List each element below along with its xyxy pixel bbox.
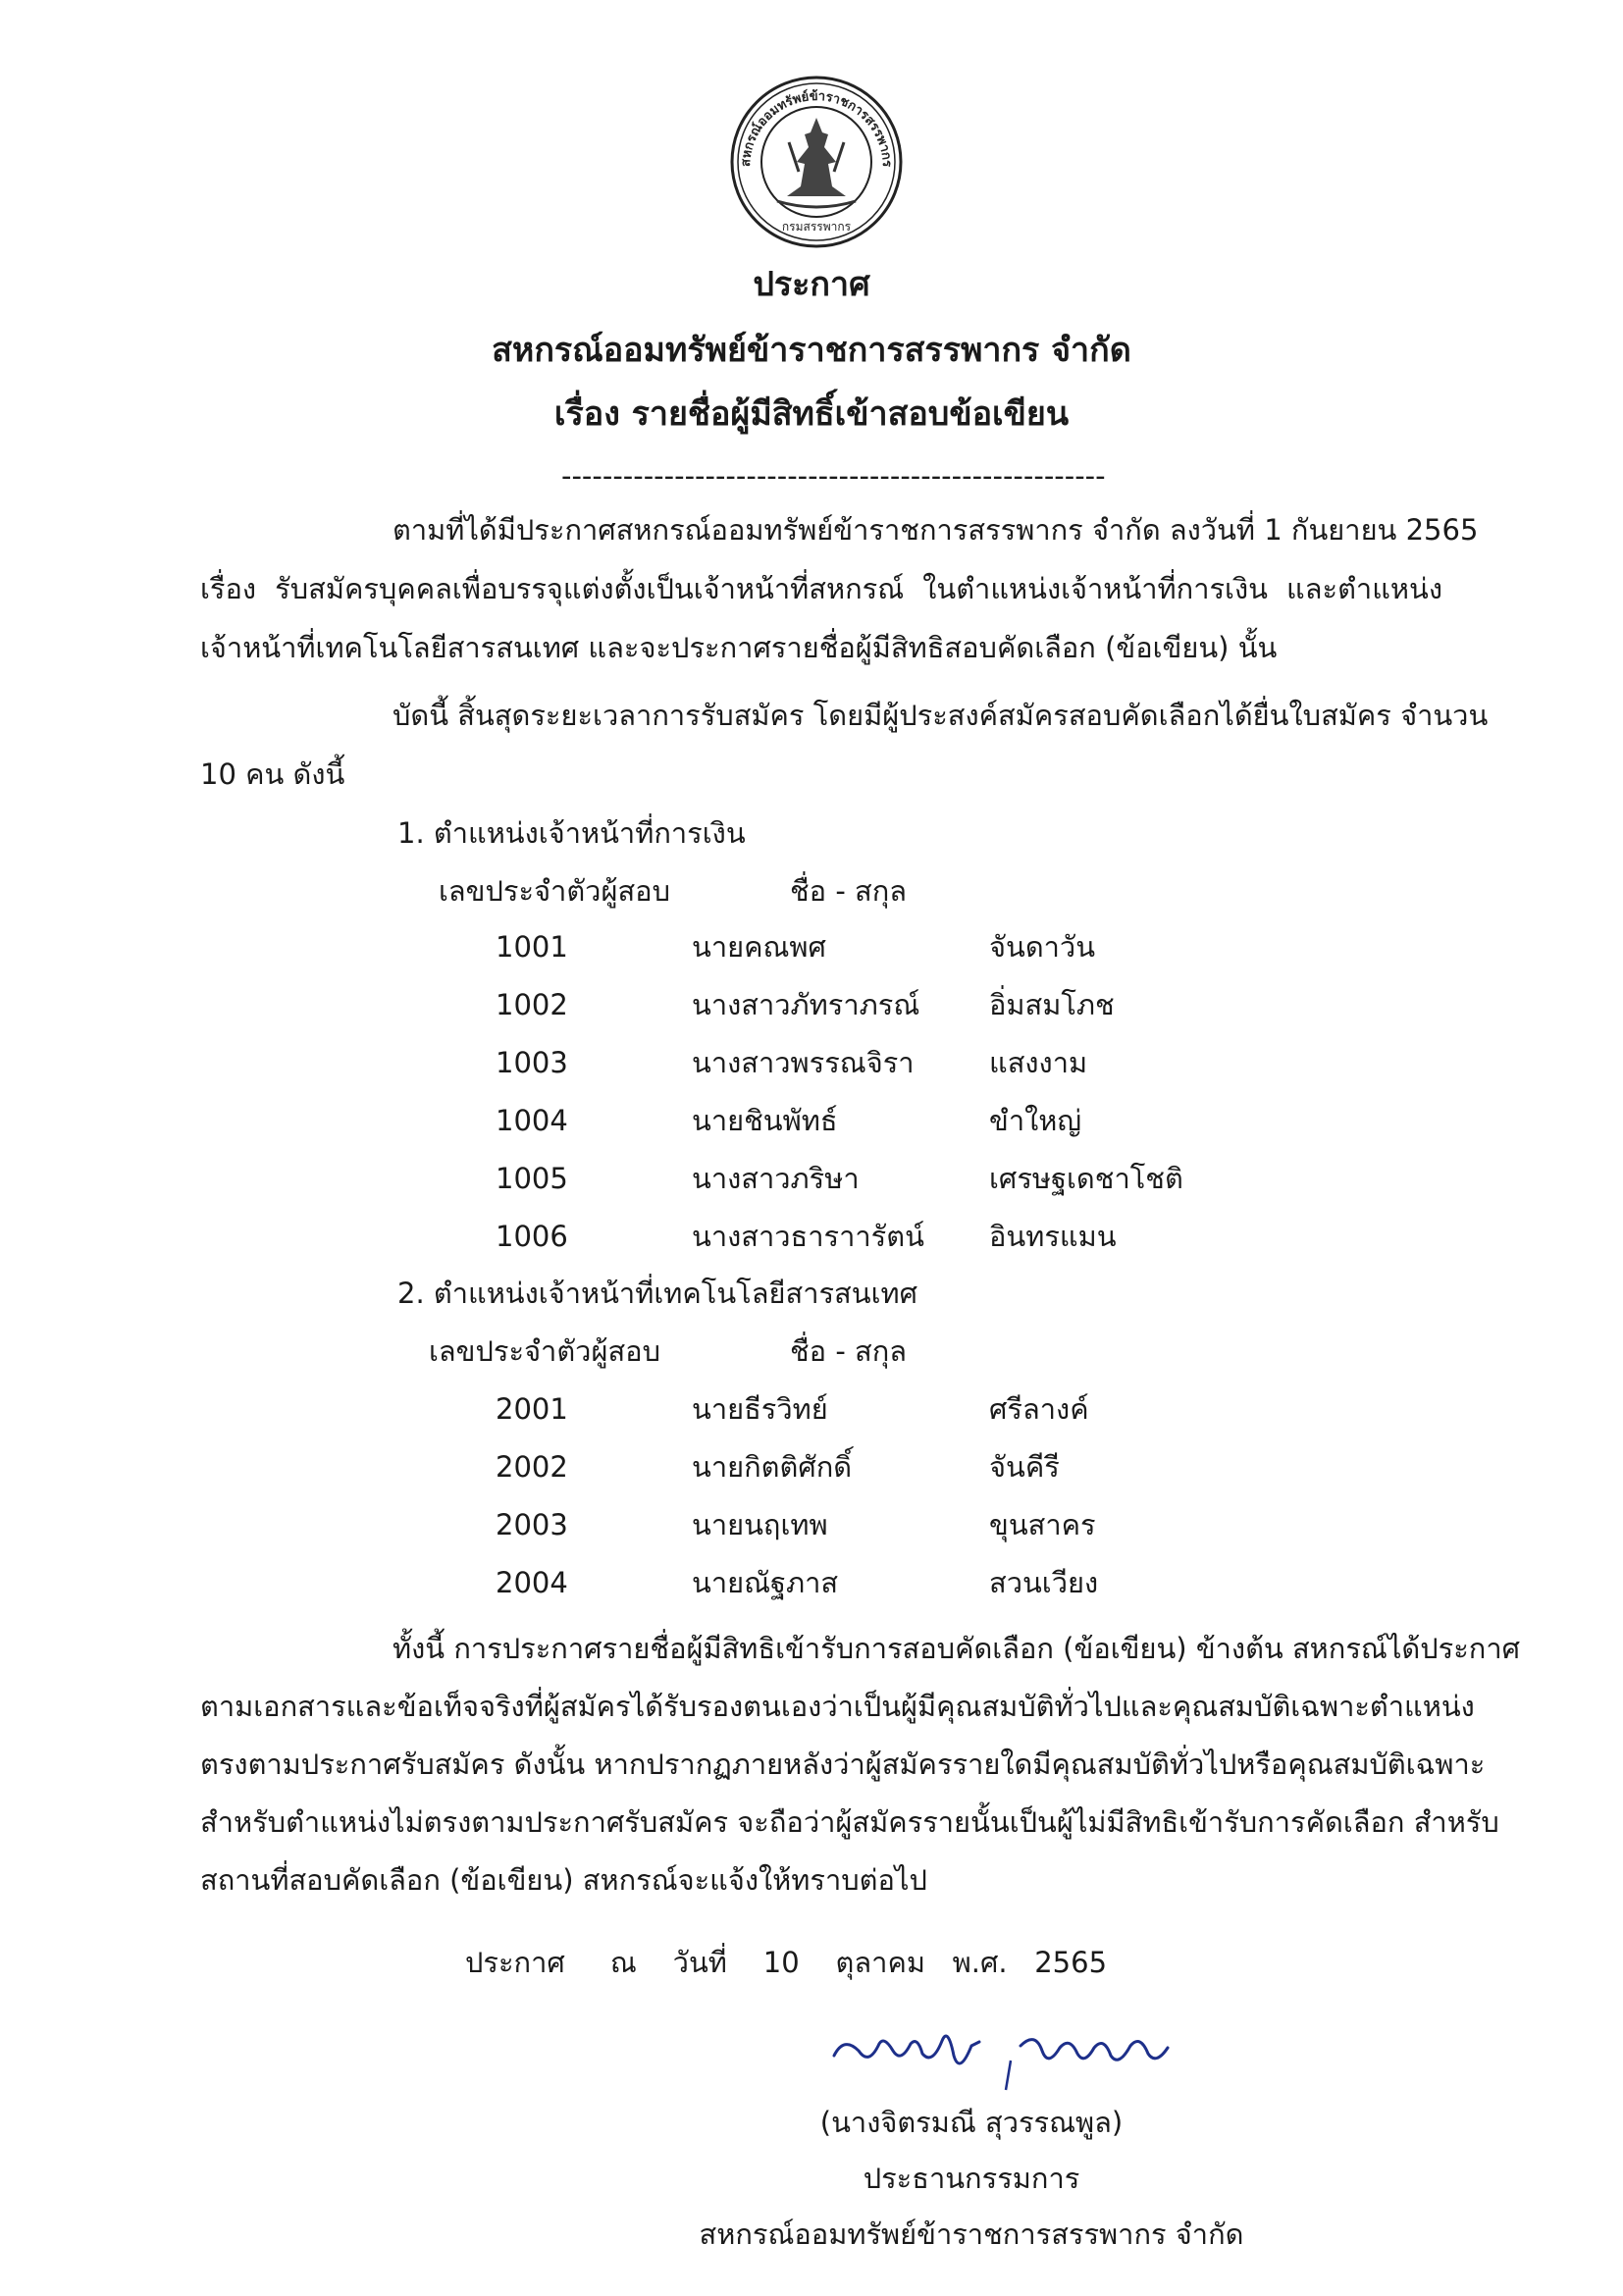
svg-text:สหกรณ์ออมทรัพย์ข้าราชการสรรพาก: สหกรณ์ออมทรัพย์ข้าราชการสรรพากร <box>738 88 895 168</box>
exam-id: 1002 <box>496 988 568 1021</box>
exam-id: 2004 <box>496 1566 568 1599</box>
announcement-title: ประกาศ <box>753 265 870 304</box>
column-header-exam-id: เลขประจำตัวผู้สอบ <box>439 874 670 908</box>
exam-id: 2001 <box>496 1392 568 1426</box>
candidate-name: นายชินพัทธ์ <box>692 1104 838 1137</box>
paragraph2-line: บัดนี้ สิ้นสุดระยะเวลาการรับสมัคร โดยมีผู้ประสงค์สมัครสอบคัดเลือกได้ยื่นใบสมัคร จำนวน <box>393 699 1489 732</box>
paragraph3-line: ตามเอกสารและข้อเท็จจริงที่ผู้สมัครได้รับรองตนเองว่าเป็นผู้มีคุณสมบัติทั่วไปและคุณสมบัติเฉพาะตำแหน่ง <box>200 1690 1475 1723</box>
candidate-name: นายธีรวิทย์ <box>692 1392 828 1426</box>
candidate-name: นายกิตติศักดิ์ <box>692 1450 853 1484</box>
cooperative-seal-logo <box>728 74 905 250</box>
exam-id: 1005 <box>496 1162 568 1195</box>
paragraph3-line: สำหรับตำแหน่งไม่ตรงตามประกาศรับสมัคร จะถือว่าผู้สมัครรายนั้นเป็นผู้ไม่มีสิทธิเข้ารับการคัดเลือก สำหรับ <box>200 1805 1499 1839</box>
paragraph3-line: ตรงตามประกาศรับสมัคร ดังนั้น หากปรากฏภายหลังว่าผู้สมัครรายใดมีคุณสมบัติทั่วไปหรือคุณสมบัติเฉพาะ <box>200 1748 1486 1781</box>
candidate-name: นายนฤเทพ <box>692 1508 828 1541</box>
candidate-surname: สวนเวียง <box>989 1566 1099 1599</box>
paragraph1-line: ตามที่ได้มีประกาศสหกรณ์ออมทรัพย์ข้าราชการสรรพากร จำกัด ลงวันที่ 1 กันยายน 2565 <box>393 513 1479 547</box>
candidate-surname: ขุนสาคร <box>989 1508 1096 1541</box>
announcement-subject: เรื่อง รายชื่อผู้มีสิทธิ์เข้าสอบข้อเขียน <box>553 394 1070 434</box>
exam-id: 1006 <box>496 1220 568 1253</box>
candidate-surname: เศรษฐเดชาโชติ <box>989 1162 1183 1195</box>
column-header-name: ชื่อ - สกุล <box>790 874 908 908</box>
candidate-surname: ศรีลางค์ <box>989 1392 1089 1426</box>
signatory-name: (นางจิตรมณี สุวรรณพูล) <box>819 2106 1124 2139</box>
candidate-surname: จันดาวัน <box>989 930 1096 964</box>
candidate-surname: อิ่มสมโภช <box>989 988 1115 1021</box>
candidate-name: นายณัฐภาส <box>692 1566 839 1599</box>
paragraph1-line: เรื่อง รับสมัครบุคคลเพื่อบรรจุแต่งตั้งเป็นเจ้าหน้าที่สหกรณ์ ในตำแหน่งเจ้าหน้าที่การเงิน และตำแหน่ง <box>200 572 1442 605</box>
paragraph2-line: 10 คน ดังนี้ <box>200 757 345 791</box>
column-header-name: ชื่อ - สกุล <box>790 1334 908 1368</box>
section-heading-finance: 1. ตำแหน่งเจ้าหน้าที่การเงิน <box>397 816 746 850</box>
exam-id: 1004 <box>496 1104 568 1137</box>
exam-id: 2002 <box>496 1450 568 1484</box>
candidate-surname: อินทรแมน <box>989 1220 1117 1253</box>
announcement-date: ประกาศ ณ วันที่ 10 ตุลาคม พ.ศ. 2565 <box>465 1946 1108 1979</box>
exam-id: 1001 <box>496 930 568 964</box>
candidate-surname: จันคีรี <box>989 1450 1060 1484</box>
signatory-position: ประธานกรรมการ <box>863 2162 1080 2195</box>
exam-id: 1003 <box>496 1046 568 1079</box>
signatory-organization: สหกรณ์ออมทรัพย์ข้าราชการสรรพากร จำกัด <box>699 2218 1244 2251</box>
organization-name: สหกรณ์ออมทรัพย์ข้าราชการสรรพากร จำกัด <box>492 331 1131 370</box>
candidate-surname: แสงงาม <box>989 1046 1088 1079</box>
candidate-surname: ขำใหญ่ <box>989 1104 1082 1137</box>
title-divider: ----------------------------------------------------- <box>561 459 1106 493</box>
paragraph3-line: สถานที่สอบคัดเลือก (ข้อเขียน) สหกรณ์จะแจ้งให้ทราบต่อไป <box>200 1863 927 1897</box>
handwritten-signature <box>824 2007 1187 2100</box>
exam-id: 2003 <box>496 1508 568 1541</box>
svg-text:กรมสรรพากร: กรมสรรพากร <box>781 220 852 234</box>
paragraph3-line: ทั้งนี้ การประกาศรายชื่อผู้มีสิทธิเข้ารับการสอบคัดเลือก (ข้อเขียน) ข้างต้น สหกรณ์ได้ประกาศ <box>393 1632 1521 1665</box>
candidate-name: นายคณพศ <box>692 930 826 964</box>
candidate-name: นางสาวภัทราภรณ์ <box>692 988 920 1021</box>
candidate-name: นางสาวธาราารัตน์ <box>692 1220 924 1253</box>
paragraph1-line: เจ้าหน้าที่เทคโนโลยีสารสนเทศ และจะประกาศรายชื่อผู้มีสิทธิสอบคัดเลือก (ข้อเขียน) นั้น <box>200 631 1278 664</box>
section-heading-it: 2. ตำแหน่งเจ้าหน้าที่เทคโนโลยีสารสนเทศ <box>397 1277 918 1310</box>
column-header-exam-id: เลขประจำตัวผู้สอบ <box>429 1334 660 1368</box>
candidate-name: นางสาวพรรณจิรา <box>692 1046 915 1079</box>
candidate-name: นางสาวภริษา <box>692 1162 860 1195</box>
